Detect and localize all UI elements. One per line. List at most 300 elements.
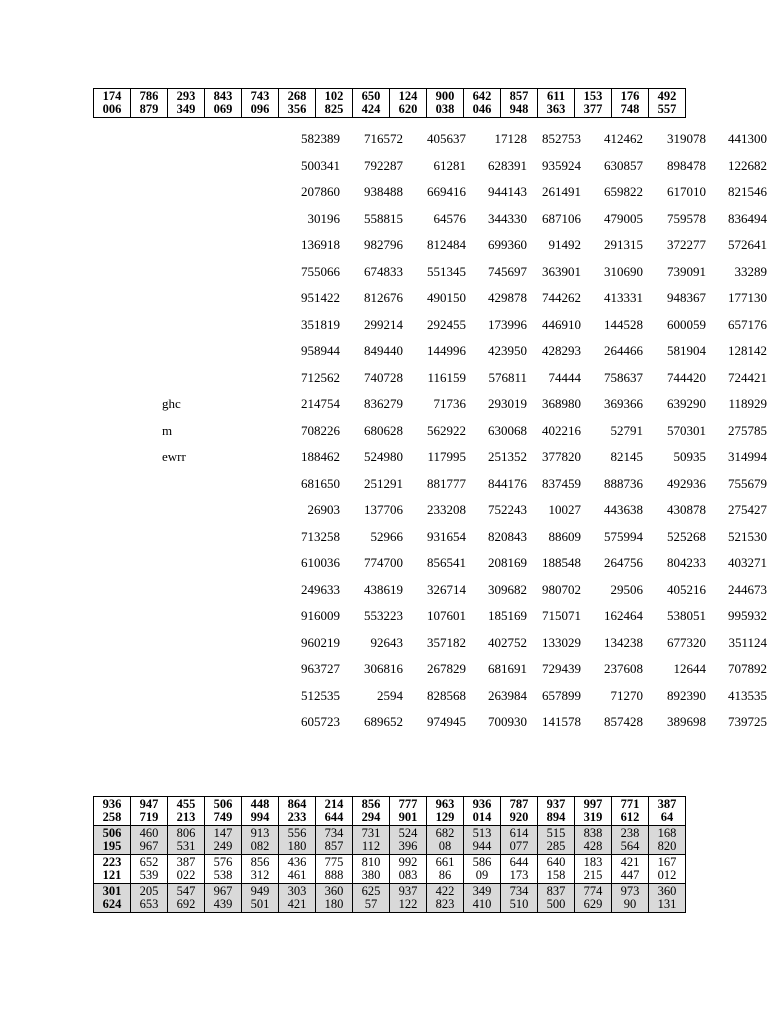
number-cell: 888736 (604, 475, 643, 491)
number-cell: 214754 (301, 396, 340, 411)
cell-text: 249 (213, 839, 233, 853)
cell-text: 387 (176, 855, 196, 869)
table-cell (390, 884, 427, 913)
number-cell: 389698 (667, 714, 706, 729)
cell-text: 500 (546, 897, 566, 911)
cell-text: 653 (139, 897, 159, 911)
table-cell (279, 826, 316, 855)
number-cell: 363901 (542, 263, 581, 279)
cell-text: 121 (102, 868, 122, 882)
number-cell: 122682 (728, 157, 767, 173)
number-cell: 423950 (488, 343, 527, 358)
number-cell: 319078 (667, 131, 706, 146)
cell-text: 410 (472, 897, 492, 911)
cell-text: 428 (583, 839, 603, 853)
number-cell: 30196 (307, 210, 340, 226)
cell-text: 642 (472, 89, 492, 103)
cell-text: 879 (139, 102, 159, 116)
cell-text: 963 (435, 797, 455, 811)
cell-text: 112 (361, 839, 381, 853)
cell-text: 838 (583, 826, 603, 840)
number-cell: 351819 (301, 316, 340, 332)
number-cell: 512535 (301, 687, 340, 703)
cell-text: 806 (176, 826, 196, 840)
cell-text: 158 (546, 868, 566, 882)
cell-text: 947 (139, 797, 159, 811)
cell-text: 285 (546, 839, 566, 853)
number-cell: 963727 (301, 661, 340, 676)
number-cell: 935924 (542, 157, 581, 173)
number-cell: 88609 (548, 528, 581, 544)
number-cell: 699360 (488, 237, 527, 252)
cell-text: 749 (213, 810, 233, 824)
cell-text: 387 (657, 797, 677, 811)
number-cell: 162464 (604, 608, 643, 623)
number-cell: 881777 (427, 475, 466, 491)
number-cell: 264756 (604, 555, 643, 570)
cell-text: 937 (546, 797, 566, 811)
cell-text: 506 (213, 797, 233, 811)
cell-text: 303 (287, 884, 307, 898)
number-cell: 261491 (542, 184, 581, 199)
cell-text: 936 (102, 797, 122, 811)
number-cell: 707892 (728, 661, 767, 676)
table-cell (205, 855, 242, 884)
cell-text: 421 (620, 855, 640, 869)
table-cell (316, 89, 353, 118)
table-cell (353, 826, 390, 855)
table-cell (353, 797, 390, 826)
number-cell: 188462 (301, 449, 340, 464)
cell-text: 650 (361, 89, 381, 103)
number-cell: 369366 (604, 396, 643, 411)
cell-text: 233 (287, 810, 307, 824)
cell-text: 096 (250, 102, 270, 116)
table-cell (205, 797, 242, 826)
table-cell (612, 797, 649, 826)
number-cell: 524980 (364, 449, 403, 464)
table-cell (501, 884, 538, 913)
cell-text: 661 (435, 855, 455, 869)
number-cell: 980702 (542, 581, 581, 597)
table-cell (464, 884, 501, 913)
cell-text: 082 (250, 839, 270, 853)
table-cell (501, 89, 538, 118)
number-cell: 739091 (667, 263, 706, 279)
cell-text: 046 (472, 102, 492, 116)
cell-text: 692 (176, 897, 196, 911)
number-cell: 852753 (542, 131, 581, 146)
cell-text: 363 (546, 102, 566, 116)
table-cell (168, 855, 205, 884)
table-cell (316, 884, 353, 913)
table-cell (279, 884, 316, 913)
number-cell: 821546 (728, 184, 767, 199)
number-cell: 33289 (734, 263, 767, 279)
number-cell: 562922 (427, 422, 466, 438)
cell-text: 492 (657, 89, 677, 103)
number-cell: 207860 (301, 184, 340, 199)
table-cell (279, 797, 316, 826)
number-cell: 490150 (427, 290, 466, 305)
cell-text: 183 (583, 855, 603, 869)
number-cell: 251352 (488, 449, 527, 464)
number-cell: 71736 (433, 396, 466, 411)
number-cell: 429878 (488, 290, 527, 305)
number-cell: 944143 (488, 184, 527, 199)
cell-text: 421 (287, 897, 307, 911)
number-cell: 681691 (488, 661, 527, 676)
table-cell (501, 826, 538, 855)
cell-text: 539 (139, 868, 159, 882)
number-cell: 740728 (364, 369, 403, 385)
number-cell: 412462 (604, 131, 643, 146)
cell-text: 774 (583, 884, 603, 898)
number-cell: 413535 (728, 687, 767, 703)
cell-text: 734 (509, 884, 529, 898)
number-cell: 916009 (301, 608, 340, 623)
table-cell (131, 826, 168, 855)
number-cell: 405216 (667, 581, 706, 597)
cell-text: 422 (435, 884, 455, 898)
number-cell: 525268 (667, 528, 706, 544)
table-cell (649, 855, 686, 884)
cell-text: 825 (324, 102, 344, 116)
cell-text: 576 (213, 855, 233, 869)
number-cell: 931654 (427, 528, 466, 544)
cell-text: 992 (398, 855, 418, 869)
table-cell (612, 89, 649, 118)
cell-text: 531 (176, 839, 196, 853)
cell-text: 743 (250, 89, 270, 103)
number-cell: 141578 (542, 714, 581, 729)
cell-text: 180 (287, 839, 307, 853)
cell-text: 937 (398, 884, 418, 898)
number-cell: 551345 (427, 263, 466, 279)
number-cell: 856541 (427, 555, 466, 570)
cell-text: 810 (361, 855, 381, 869)
number-cell: 628391 (488, 157, 527, 173)
cell-text: 86 (438, 868, 452, 882)
table-cell (575, 89, 612, 118)
number-cell: 292455 (427, 316, 466, 332)
table-cell (575, 826, 612, 855)
number-cell: 755679 (728, 475, 767, 491)
number-cell: 657899 (542, 687, 581, 703)
cell-text: 644 (324, 810, 344, 824)
table-row (94, 855, 686, 884)
cell-text: 153 (583, 89, 603, 103)
cell-text: 513 (472, 826, 492, 840)
cell-text: 102 (324, 89, 344, 103)
cell-text: 069 (213, 102, 233, 116)
cell-text: 900 (435, 89, 455, 103)
top-table-row (94, 89, 686, 118)
table-row (94, 884, 686, 913)
cell-text: 124 (398, 89, 418, 103)
number-cell: 974945 (427, 714, 466, 729)
number-cell: 17128 (494, 131, 527, 146)
number-cell: 428293 (542, 343, 581, 358)
number-cell: 605723 (301, 714, 340, 729)
number-cell: 173996 (488, 316, 527, 332)
number-cell: 657176 (728, 316, 767, 332)
cell-text: 640 (546, 855, 566, 869)
table-cell (168, 884, 205, 913)
number-cell: 716572 (364, 131, 403, 146)
table-cell (538, 89, 575, 118)
cell-text: 823 (435, 897, 455, 911)
table-cell (242, 89, 279, 118)
cell-text: 556 (287, 826, 307, 840)
cell-text: 174 (102, 89, 122, 103)
number-cell: 133029 (542, 634, 581, 650)
table-cell (242, 797, 279, 826)
number-cell: 521530 (728, 528, 767, 544)
cell-text: 012 (657, 868, 677, 882)
number-cell: 29506 (610, 581, 643, 597)
cell-text: 734 (324, 826, 344, 840)
cell-text: 195 (102, 839, 122, 853)
number-cell: 659822 (604, 184, 643, 199)
cell-text: 864 (287, 797, 307, 811)
number-cell: 188548 (542, 555, 581, 570)
table-cell (94, 89, 131, 118)
number-cell: 982796 (364, 237, 403, 252)
cell-text: 787 (509, 797, 529, 811)
number-cell: 582389 (301, 131, 340, 146)
number-cell: 724421 (728, 369, 767, 385)
table-cell (538, 855, 575, 884)
table-cell (94, 826, 131, 855)
number-cell: 752243 (488, 502, 527, 517)
number-cell: 792287 (364, 157, 403, 173)
cell-text: 944 (472, 839, 492, 853)
cell-text: 205 (139, 884, 159, 898)
number-cell: 804233 (667, 555, 706, 570)
cell-text: 215 (583, 868, 603, 882)
cell-text: 843 (213, 89, 233, 103)
cell-text: 857 (324, 839, 344, 853)
table-cell (205, 826, 242, 855)
top-table (93, 88, 686, 118)
cell-text: 997 (583, 797, 603, 811)
number-cell: 630068 (488, 422, 527, 438)
table-cell (464, 89, 501, 118)
cell-text: 448 (250, 797, 270, 811)
table-cell (464, 826, 501, 855)
cell-text: 380 (361, 868, 381, 882)
table-cell (612, 855, 649, 884)
table-cell (242, 855, 279, 884)
cell-text: 460 (139, 826, 159, 840)
number-cell: 441300 (728, 131, 767, 146)
number-cell: 479005 (604, 210, 643, 226)
table-cell (390, 797, 427, 826)
number-cell: 960219 (301, 634, 340, 650)
table-cell (390, 89, 427, 118)
table-cell (353, 884, 390, 913)
cell-text: 888 (324, 868, 344, 882)
table-cell (575, 884, 612, 913)
number-cell: 680628 (364, 422, 403, 438)
table-cell (464, 855, 501, 884)
number-cell: 443638 (604, 502, 643, 517)
number-cell: 403271 (728, 555, 767, 570)
table-cell (649, 89, 686, 118)
table-cell (649, 826, 686, 855)
number-cell: 713258 (301, 528, 340, 544)
table-cell (94, 855, 131, 884)
number-cell: 185169 (488, 608, 527, 623)
cell-text: 948 (509, 102, 529, 116)
side-label: ewrr (162, 449, 186, 464)
number-cell: 812484 (427, 237, 466, 252)
cell-text: 936 (472, 797, 492, 811)
number-cell: 52966 (370, 528, 403, 544)
cell-text: 014 (472, 810, 492, 824)
cell-text: 820 (657, 839, 677, 853)
number-cell: 82145 (610, 449, 643, 464)
number-cell: 368980 (542, 396, 581, 411)
cell-text: 775 (324, 855, 344, 869)
number-cell: 128142 (728, 343, 767, 358)
number-cell: 812676 (364, 290, 403, 305)
cell-text: 167 (657, 855, 677, 869)
cell-text: 771 (620, 797, 640, 811)
table-cell (575, 797, 612, 826)
cell-text: 436 (287, 855, 307, 869)
cell-text: 64 (660, 810, 674, 824)
table-cell (612, 826, 649, 855)
cell-text: 461 (287, 868, 307, 882)
number-cell: 570301 (667, 422, 706, 438)
cell-text: 077 (509, 839, 529, 853)
number-cell: 995932 (728, 608, 767, 623)
table-cell (427, 855, 464, 884)
number-cell: 144996 (427, 343, 466, 358)
table-cell (94, 884, 131, 913)
cell-text: 629 (583, 897, 603, 911)
cell-text: 625 (361, 884, 381, 898)
cell-text: 564 (620, 839, 640, 853)
cell-text: 238 (620, 826, 640, 840)
number-cell: 828568 (427, 687, 466, 703)
number-cell: 677320 (667, 634, 706, 650)
number-cell: 413331 (604, 290, 643, 305)
number-cell: 715071 (542, 608, 581, 623)
cell-text: 455 (176, 797, 196, 811)
number-cell: 759578 (667, 210, 706, 226)
cell-text: 424 (361, 102, 381, 116)
number-cell: 553223 (364, 608, 403, 623)
number-cell: 299214 (364, 316, 403, 332)
number-cell: 136918 (301, 237, 340, 252)
table-cell (353, 89, 390, 118)
cell-text: 612 (620, 810, 640, 824)
cell-text: 396 (398, 839, 418, 853)
cell-text: 439 (213, 897, 233, 911)
table-cell (131, 89, 168, 118)
number-cell: 50935 (673, 449, 706, 464)
number-cell: 687106 (542, 210, 581, 226)
table-cell (390, 855, 427, 884)
number-cell: 377820 (542, 449, 581, 464)
table-cell (279, 89, 316, 118)
number-cell: 581904 (667, 343, 706, 358)
table-cell (427, 89, 464, 118)
number-cell: 2594 (377, 687, 403, 703)
cell-text: 180 (324, 897, 344, 911)
cell-text: 748 (620, 102, 640, 116)
number-cell: 237608 (604, 661, 643, 676)
number-cell: 402752 (488, 634, 527, 650)
table-cell (649, 884, 686, 913)
table-cell (205, 89, 242, 118)
cell-text: 09 (475, 868, 489, 882)
side-label: ghc (162, 396, 181, 411)
number-cell: 774700 (364, 555, 403, 570)
cell-text: 624 (102, 897, 122, 911)
cell-text: 301 (102, 884, 122, 898)
cell-text: 524 (398, 826, 418, 840)
number-cell: 116159 (427, 369, 466, 385)
number-cell: 958944 (301, 343, 340, 358)
number-cell: 745697 (488, 263, 527, 279)
cell-text: 719 (139, 810, 159, 824)
number-cell: 309682 (488, 581, 527, 597)
number-cell: 617010 (667, 184, 706, 199)
number-cell: 744262 (542, 290, 581, 305)
cell-text: 913 (250, 826, 270, 840)
cell-text: 312 (250, 868, 270, 882)
cell-text: 856 (250, 855, 270, 869)
number-cell: 744420 (667, 369, 706, 385)
number-cell: 351124 (728, 634, 767, 650)
cell-text: 360 (324, 884, 344, 898)
cell-text: 122 (398, 897, 418, 911)
cell-text: 168 (657, 826, 677, 840)
table-cell (575, 855, 612, 884)
number-cell: 52791 (610, 422, 643, 438)
number-cell: 314994 (728, 449, 767, 464)
number-cell: 26903 (307, 502, 340, 517)
number-cell: 438619 (364, 581, 403, 597)
number-cell: 251291 (364, 475, 403, 491)
table-cell (538, 826, 575, 855)
cell-text: 147 (213, 826, 233, 840)
number-cell: 306816 (364, 661, 403, 676)
number-cell: 275785 (728, 422, 767, 438)
number-cell: 575994 (604, 528, 643, 544)
number-cell: 758637 (604, 369, 643, 385)
number-cell: 836279 (364, 396, 403, 411)
number-cell: 293019 (488, 396, 527, 411)
cell-text: 644 (509, 855, 529, 869)
table-row (94, 826, 686, 855)
cell-text: 268 (287, 89, 307, 103)
table-cell (131, 884, 168, 913)
number-cell: 244673 (728, 581, 767, 597)
cell-text: 223 (102, 855, 122, 869)
number-cell: 951422 (301, 290, 340, 305)
cell-text: 652 (139, 855, 159, 869)
cell-text: 777 (398, 797, 418, 811)
number-cell: 844176 (488, 475, 527, 491)
number-cell: 610036 (301, 555, 340, 570)
cell-text: 377 (583, 102, 603, 116)
bottom-table-header-row (94, 797, 686, 826)
